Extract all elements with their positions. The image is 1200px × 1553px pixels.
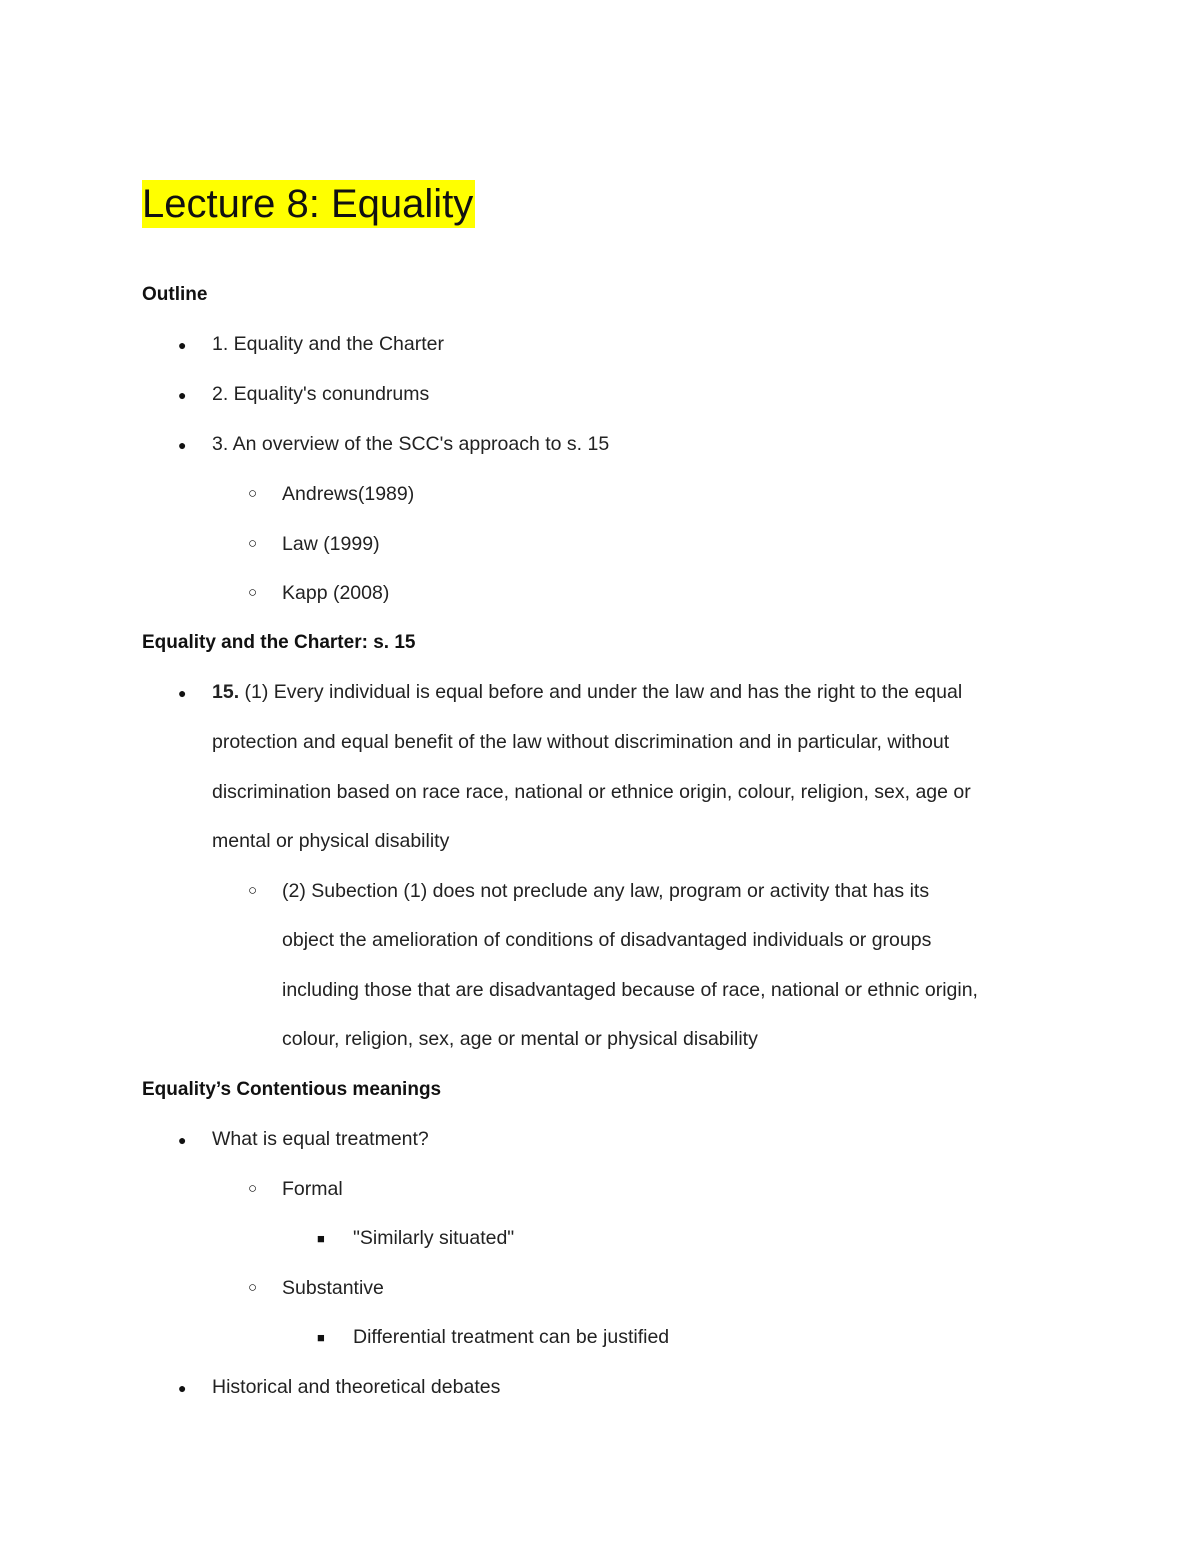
bullet-disc-icon: ● [178,1380,187,1396]
outline-subitem: Law (1999) [282,533,380,555]
s15-paragraph-line: discrimination based on race race, national or ethnice origin, colour, religion, sex, age or [212,781,971,803]
meanings-detail: Differential treatment can be justified [353,1326,670,1348]
bullet-circle-icon: ○ [248,1180,258,1197]
bullet-disc-icon: ● [178,1132,187,1148]
s15-paragraph-line: protection and equal benefit of the law without discrimination and in particular, without [212,731,950,753]
outline-subitem: Kapp (2008) [282,582,390,604]
bullet-circle-icon: ○ [248,882,258,899]
s15-2-paragraph-line: (2) Subection (1) does not preclude any law, program or activity that has its [282,880,930,902]
meanings-detail: "Similarly situated" [353,1227,515,1249]
bullet-square-icon: ■ [317,1330,325,1345]
bullet-disc-icon: ● [178,337,187,353]
outline-item: 2. Equality's conundrums [212,383,430,405]
s15-paragraph-line [212,680,962,704]
bullet-circle-icon: ○ [248,1279,258,1296]
section-heading-outline: Outline [142,284,208,305]
meanings-item: What is equal treatment? [212,1128,429,1150]
s15-text: (1) Every individual is equal before and under the law and has the right to the equal [239,681,963,703]
meanings-subitem: Substantive [282,1277,384,1299]
s15-number: 15. [212,681,240,703]
bullet-square-icon: ■ [317,1231,325,1246]
meanings-subitem: Formal [282,1178,343,1200]
s15-2-paragraph-line: including those that are disadvantaged because of race, national or ethnic origin, [282,979,978,1001]
bullet-disc-icon: ● [178,685,187,701]
s15-2-paragraph-line: object the amelioration of conditions of disadvantaged individuals or groups [282,929,932,951]
bullet-circle-icon: ○ [248,535,258,552]
page-title: Lecture 8: Equality [142,182,474,226]
s15-2-paragraph-line: colour, religion, sex, age or mental or physical disability [282,1028,758,1050]
section-heading-charter: Equality and the Charter: s. 15 [142,632,416,653]
bullet-circle-icon: ○ [248,584,258,601]
outline-item: 1. Equality and the Charter [212,333,444,355]
s15-paragraph-line: mental or physical disability [212,830,450,852]
bullet-disc-icon: ● [178,387,187,403]
bullet-disc-icon: ● [178,437,187,453]
section-heading-meanings: Equality’s Contentious meanings [142,1079,442,1100]
meanings-item: Historical and theoretical debates [212,1376,501,1398]
outline-subitem: Andrews(1989) [282,483,415,505]
bullet-circle-icon: ○ [248,485,258,502]
outline-item: 3. An overview of the SCC's approach to s. 15 [212,433,610,455]
